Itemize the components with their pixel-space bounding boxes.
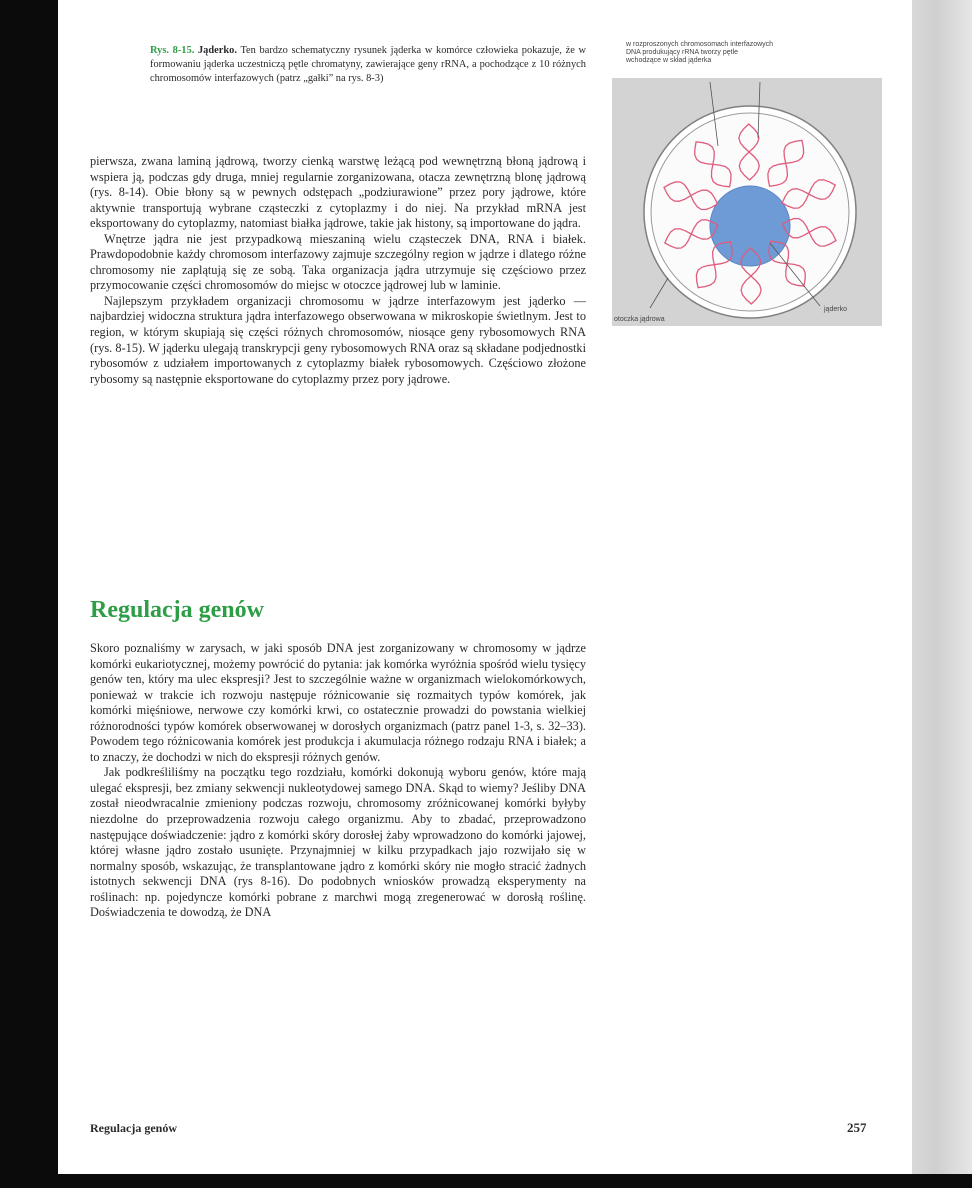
nucleolus-figure xyxy=(610,38,890,328)
figure-caption-text: Ten bardzo schematyczny rysunek jąderka w komórce człowieka pokazuje, że w formowaniu jąderka uczestniczą pętle chromatyny, zawierające geny rRNA, a pochodzące z 10 różnych chromosomów interfazowych (patrz „gałki” na rys. 8-3) xyxy=(150,45,586,84)
scan-bottom-edge xyxy=(0,1174,972,1188)
paragraph: Skoro poznaliśmy w zarysach, w jaki sposób DNA jest zorganizowany w chromosomy w jądrze komórki eukariotycznej, możemy powrócić do pytania: jak komórka wyróżnia spośród wielu tysięcy genów ten, który ma ulec ekspresji? Jest to szczególnie ważne w organizmach wielokomórkowych, ponieważ w trakcie ich rozwoju następuje różnicowanie się rozmaitych typów komórek, jak komórki mięśniowe, nerwowe czy komórki krwi, co ostatecznie prowadzi do powstania wielkiej różnorodności typów komórek obserwowanej w dorosłych organizmach (patrz panel 1-3, s. 32–33). Powodem tego różnicowania komórek jest produkcja i akumulacja różnego rodzaju RNA i białek; a to znaczy, że dochodzi w nich do ekspresji różnych genów. xyxy=(90,641,586,764)
nucleolus-region xyxy=(710,186,790,266)
section-heading: Regulacja genów xyxy=(90,597,264,623)
figure-number: Rys. 8-15. xyxy=(150,45,195,56)
nuclear-envelope-label: otoczka jądrowa xyxy=(614,316,665,323)
body-text-top xyxy=(90,154,586,387)
paragraph: Najlepszym przykładem organizacji chromosomu w jądrze interfazowym jest jąderko — najbardziej widoczna struktura jądra interfazowego obserwowana w mikroskopie świetlnym. Jest to region, w którym skupiają się części różnych chromosomów, niosące geny rybosomowych RNA (rys. 8-15). W jąderku ulegają transkrypcji geny rybosomowych RNA oraz są składane podjednostki rybosomów z udziałem importowanych z cytoplazmy białek rybosomowych. Częściowo złożone rybosomy są następnie eksportowane do cytoplazmy przez pory jądrowe. xyxy=(90,293,586,386)
paragraph: Jak podkreśliliśmy na początku tego rozdziału, komórki dokonują wyboru genów, które mają ulegać ekspresji, bez zmiany sekwencji nukleotydowej samego DNA. Skąd to wiemy? Jeśliby DNA został nieodwracalnie zmieniony podczas rozwoju, chromosomy zróżnicowanej komórki byłyby niezdolne do przeprowadzenia rozwoju całego organizmu. Aby to zbadać, przeprowadzono następujące doświadczenie: jądro z komórki skóry dorosłej żaby wprowadzono do komórki jajowej, której własne jądro zostało usunięte. Przynajmniej w kilku przypadkach jajo rozwijało się w normalny sposób, wskazując, że transplantowane jądro z komórki skóry nie mogło stracić żadnych istotnych sekwencji DNA (rys 8-16). Do podobnych wniosków prowadzą eksperymenty na roślinach: np. pojedyncze komórki pobrane z marchwi mogą zregenerować w dorosłą roślinę. Doświadczenia te dowodzą, że DNA xyxy=(90,765,586,920)
scan-right-edge xyxy=(912,0,972,1188)
paragraph: pierwsza, zwana laminą jądrową, tworzy cienką warstwę leżącą pod wewnętrzną błoną jądrową i wspiera ją, podczas gdy druga, mniej regularnie zorganizowana, otacza zewnętrzną blonę jądrową (rys. 8-14). Obie błony są w pewnych odstępach „podziurawione” przez pory jądrowe, które aktywnie transportują wybrane cząsteczki z cytoplazmy i do niej. Na przykład mRNA jest eksportowany do cytoplazmy, natomiast białka jądrowe, takie jak histony, są importowane do jądra. xyxy=(90,154,586,231)
running-footer-title: Regulacja genów xyxy=(90,1121,177,1135)
body-text-section xyxy=(90,641,586,921)
rrna-loops-label: w rozproszonych chromosomach interfazowych DNA produkujący rRNA tworzy pętle wchodzące w skład jąderka xyxy=(626,41,774,64)
nucleolus-diagram xyxy=(610,38,890,328)
paragraph: Wnętrze jądra nie jest przypadkową mieszaniną wielu cząsteczek DNA, RNA i białek. Prawdopodobnie każdy chromosom interfazowy zajmuje szczególny region w jądrze i dlatego różne chromosomy nie zaplątują się ze sobą. Taka organizacja jądra utrzymuje się częściowo przez przymocowanie części chromosomów do miejsc w otoczce jądrowej lub w laminie. xyxy=(90,231,586,293)
page-number: 257 xyxy=(847,1120,867,1135)
nucleolus-label: jąderko xyxy=(824,306,847,313)
figure-caption xyxy=(150,44,586,86)
figure-title: Jąderko. xyxy=(197,45,237,56)
scan-left-edge xyxy=(0,0,58,1188)
